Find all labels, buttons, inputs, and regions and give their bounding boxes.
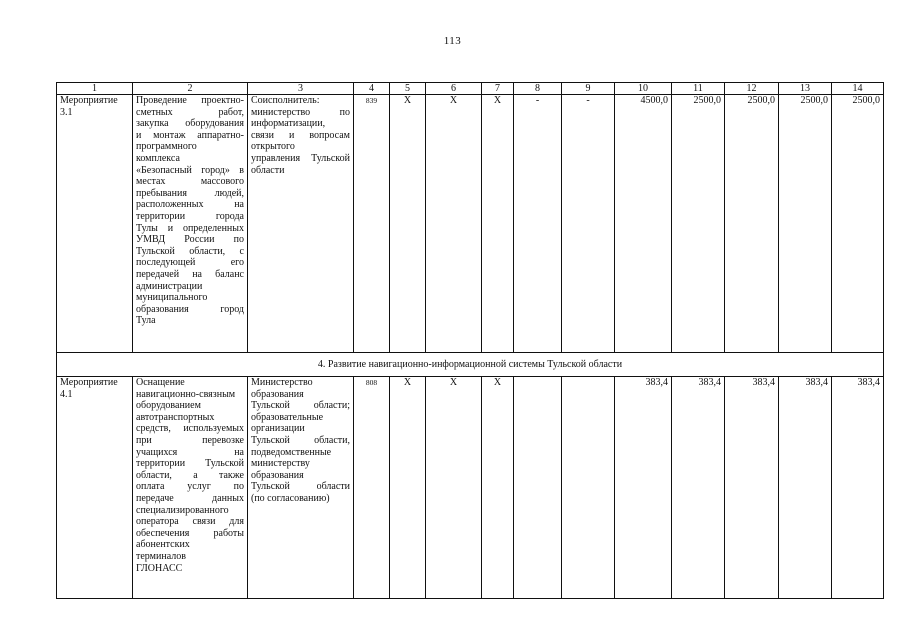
- table-row: [57, 95, 884, 353]
- text-line: министерство по: [251, 106, 350, 118]
- column-number: 6: [426, 83, 482, 95]
- amount-cell: 2500,0: [725, 95, 779, 353]
- amount-cell: 383,4: [672, 377, 725, 599]
- text-line: Оснащение: [136, 377, 185, 388]
- text-line: министерству: [251, 458, 310, 470]
- text-line: оборудованием: [136, 400, 201, 412]
- text-line: автотранспортных: [136, 411, 215, 423]
- amount-cell: 383,4: [832, 377, 884, 599]
- amount-cell: 383,4: [779, 377, 832, 599]
- description-cell: [133, 377, 248, 599]
- text-line: навигационно-связным: [136, 388, 236, 400]
- text-line: комплекса: [136, 152, 180, 164]
- amount-cell: 383,4: [725, 377, 779, 599]
- text-line: области, а также: [136, 469, 244, 481]
- text-line: образования город: [136, 303, 244, 315]
- column-number: 7: [482, 83, 514, 95]
- text-line: при перевозке: [136, 434, 244, 446]
- text-line: администрации: [136, 280, 203, 292]
- table-row: [57, 377, 884, 599]
- value-cell: X: [390, 95, 426, 353]
- activity-cell: Мероприятие 4.1: [57, 377, 133, 599]
- amount-cell: 383,4: [615, 377, 672, 599]
- text-line: области: [251, 164, 285, 176]
- executor-cell: [248, 95, 354, 353]
- text-line: оплата услуг по: [136, 481, 244, 493]
- column-number: 11: [672, 83, 725, 95]
- value-cell: X: [482, 95, 514, 353]
- text-line: Тульской области: [251, 481, 350, 493]
- text-line: ГЛОНАСС: [136, 562, 183, 574]
- value-cell: -: [562, 95, 615, 353]
- amount-cell: 2500,0: [672, 95, 725, 353]
- text-line: информатизации,: [251, 118, 326, 130]
- column-number: 13: [779, 83, 832, 95]
- code-cell: 808: [354, 377, 390, 599]
- amount-cell: 2500,0: [779, 95, 832, 353]
- amount-cell: 4500,0: [615, 95, 672, 353]
- column-number: 9: [562, 83, 615, 95]
- text-line: Проведение проектно-: [136, 95, 244, 106]
- value-cell: X: [482, 377, 514, 599]
- text-line: абонентских: [136, 539, 190, 551]
- value-cell: [562, 377, 615, 599]
- column-number: 12: [725, 83, 779, 95]
- column-number-row: [57, 83, 884, 95]
- column-number: 14: [832, 83, 884, 95]
- text-line: последующей его: [136, 257, 244, 269]
- text-line: обеспечения работы: [136, 527, 244, 539]
- column-number: 10: [615, 83, 672, 95]
- column-number: 2: [133, 83, 248, 95]
- column-number: 3: [248, 83, 354, 95]
- column-number: 8: [514, 83, 562, 95]
- column-number: 4: [354, 83, 390, 95]
- text-line: Тула: [136, 315, 156, 327]
- text-line: Тульской области,: [251, 434, 350, 446]
- text-line: терминалов: [136, 550, 186, 562]
- value-cell: X: [426, 95, 482, 353]
- text-line: образования: [251, 388, 304, 400]
- value-cell: X: [426, 377, 482, 599]
- column-number: 5: [390, 83, 426, 95]
- text-line: Соисполнитель:: [251, 95, 320, 106]
- executor-cell: [248, 377, 354, 599]
- text-line: открытого: [251, 141, 295, 153]
- column-number: 1: [57, 83, 133, 95]
- text-line: образовательные: [251, 411, 324, 423]
- text-line: и монтаж аппаратно-: [136, 129, 244, 141]
- text-line: управления Тульской: [251, 152, 350, 164]
- text-line: образования: [251, 469, 304, 481]
- text-line: программного: [136, 141, 197, 153]
- text-line: территории города: [136, 210, 244, 222]
- text-line: Тульской области, с: [136, 245, 244, 257]
- text-line: расположенных на: [136, 199, 244, 211]
- activity-cell: Мероприятие 3.1: [57, 95, 133, 353]
- code-cell: 839: [354, 95, 390, 353]
- text-line: УМВД России по: [136, 234, 244, 246]
- section-row: [57, 353, 884, 377]
- text-line: Тулы и определенных: [136, 222, 244, 234]
- text-line: оператора связи для: [136, 516, 244, 528]
- amount-cell: 2500,0: [832, 95, 884, 353]
- text-line: пребывания людей,: [136, 187, 244, 199]
- text-line: организации: [251, 423, 305, 435]
- section-title: 4. Развитие навигационно-информационной системы Тульской области: [57, 353, 884, 377]
- text-line: «Безопасный город» в: [136, 164, 244, 176]
- text-line: закупка оборудования: [136, 118, 244, 130]
- text-line: Тульской области;: [251, 400, 350, 412]
- text-line: (по согласованию): [251, 492, 330, 504]
- text-line: специализированного: [136, 504, 229, 516]
- text-line: передачей на баланс: [136, 268, 244, 280]
- text-line: связи и вопросам: [251, 129, 350, 141]
- text-line: территории Тульской: [136, 458, 244, 470]
- page-number: 113: [443, 35, 462, 47]
- value-cell: X: [390, 377, 426, 599]
- text-line: местах массового: [136, 176, 244, 188]
- description-cell: [133, 95, 248, 353]
- value-cell: [514, 377, 562, 599]
- text-line: средств, используемых: [136, 423, 244, 435]
- text-line: подведомственные: [251, 446, 332, 458]
- text-line: передаче данных: [136, 492, 244, 504]
- text-line: Министерство: [251, 377, 313, 388]
- text-line: муниципального: [136, 292, 208, 304]
- text-line: учащихся на: [136, 446, 244, 458]
- budget-table: [56, 82, 884, 599]
- value-cell: -: [514, 95, 562, 353]
- text-line: сметных работ,: [136, 106, 244, 118]
